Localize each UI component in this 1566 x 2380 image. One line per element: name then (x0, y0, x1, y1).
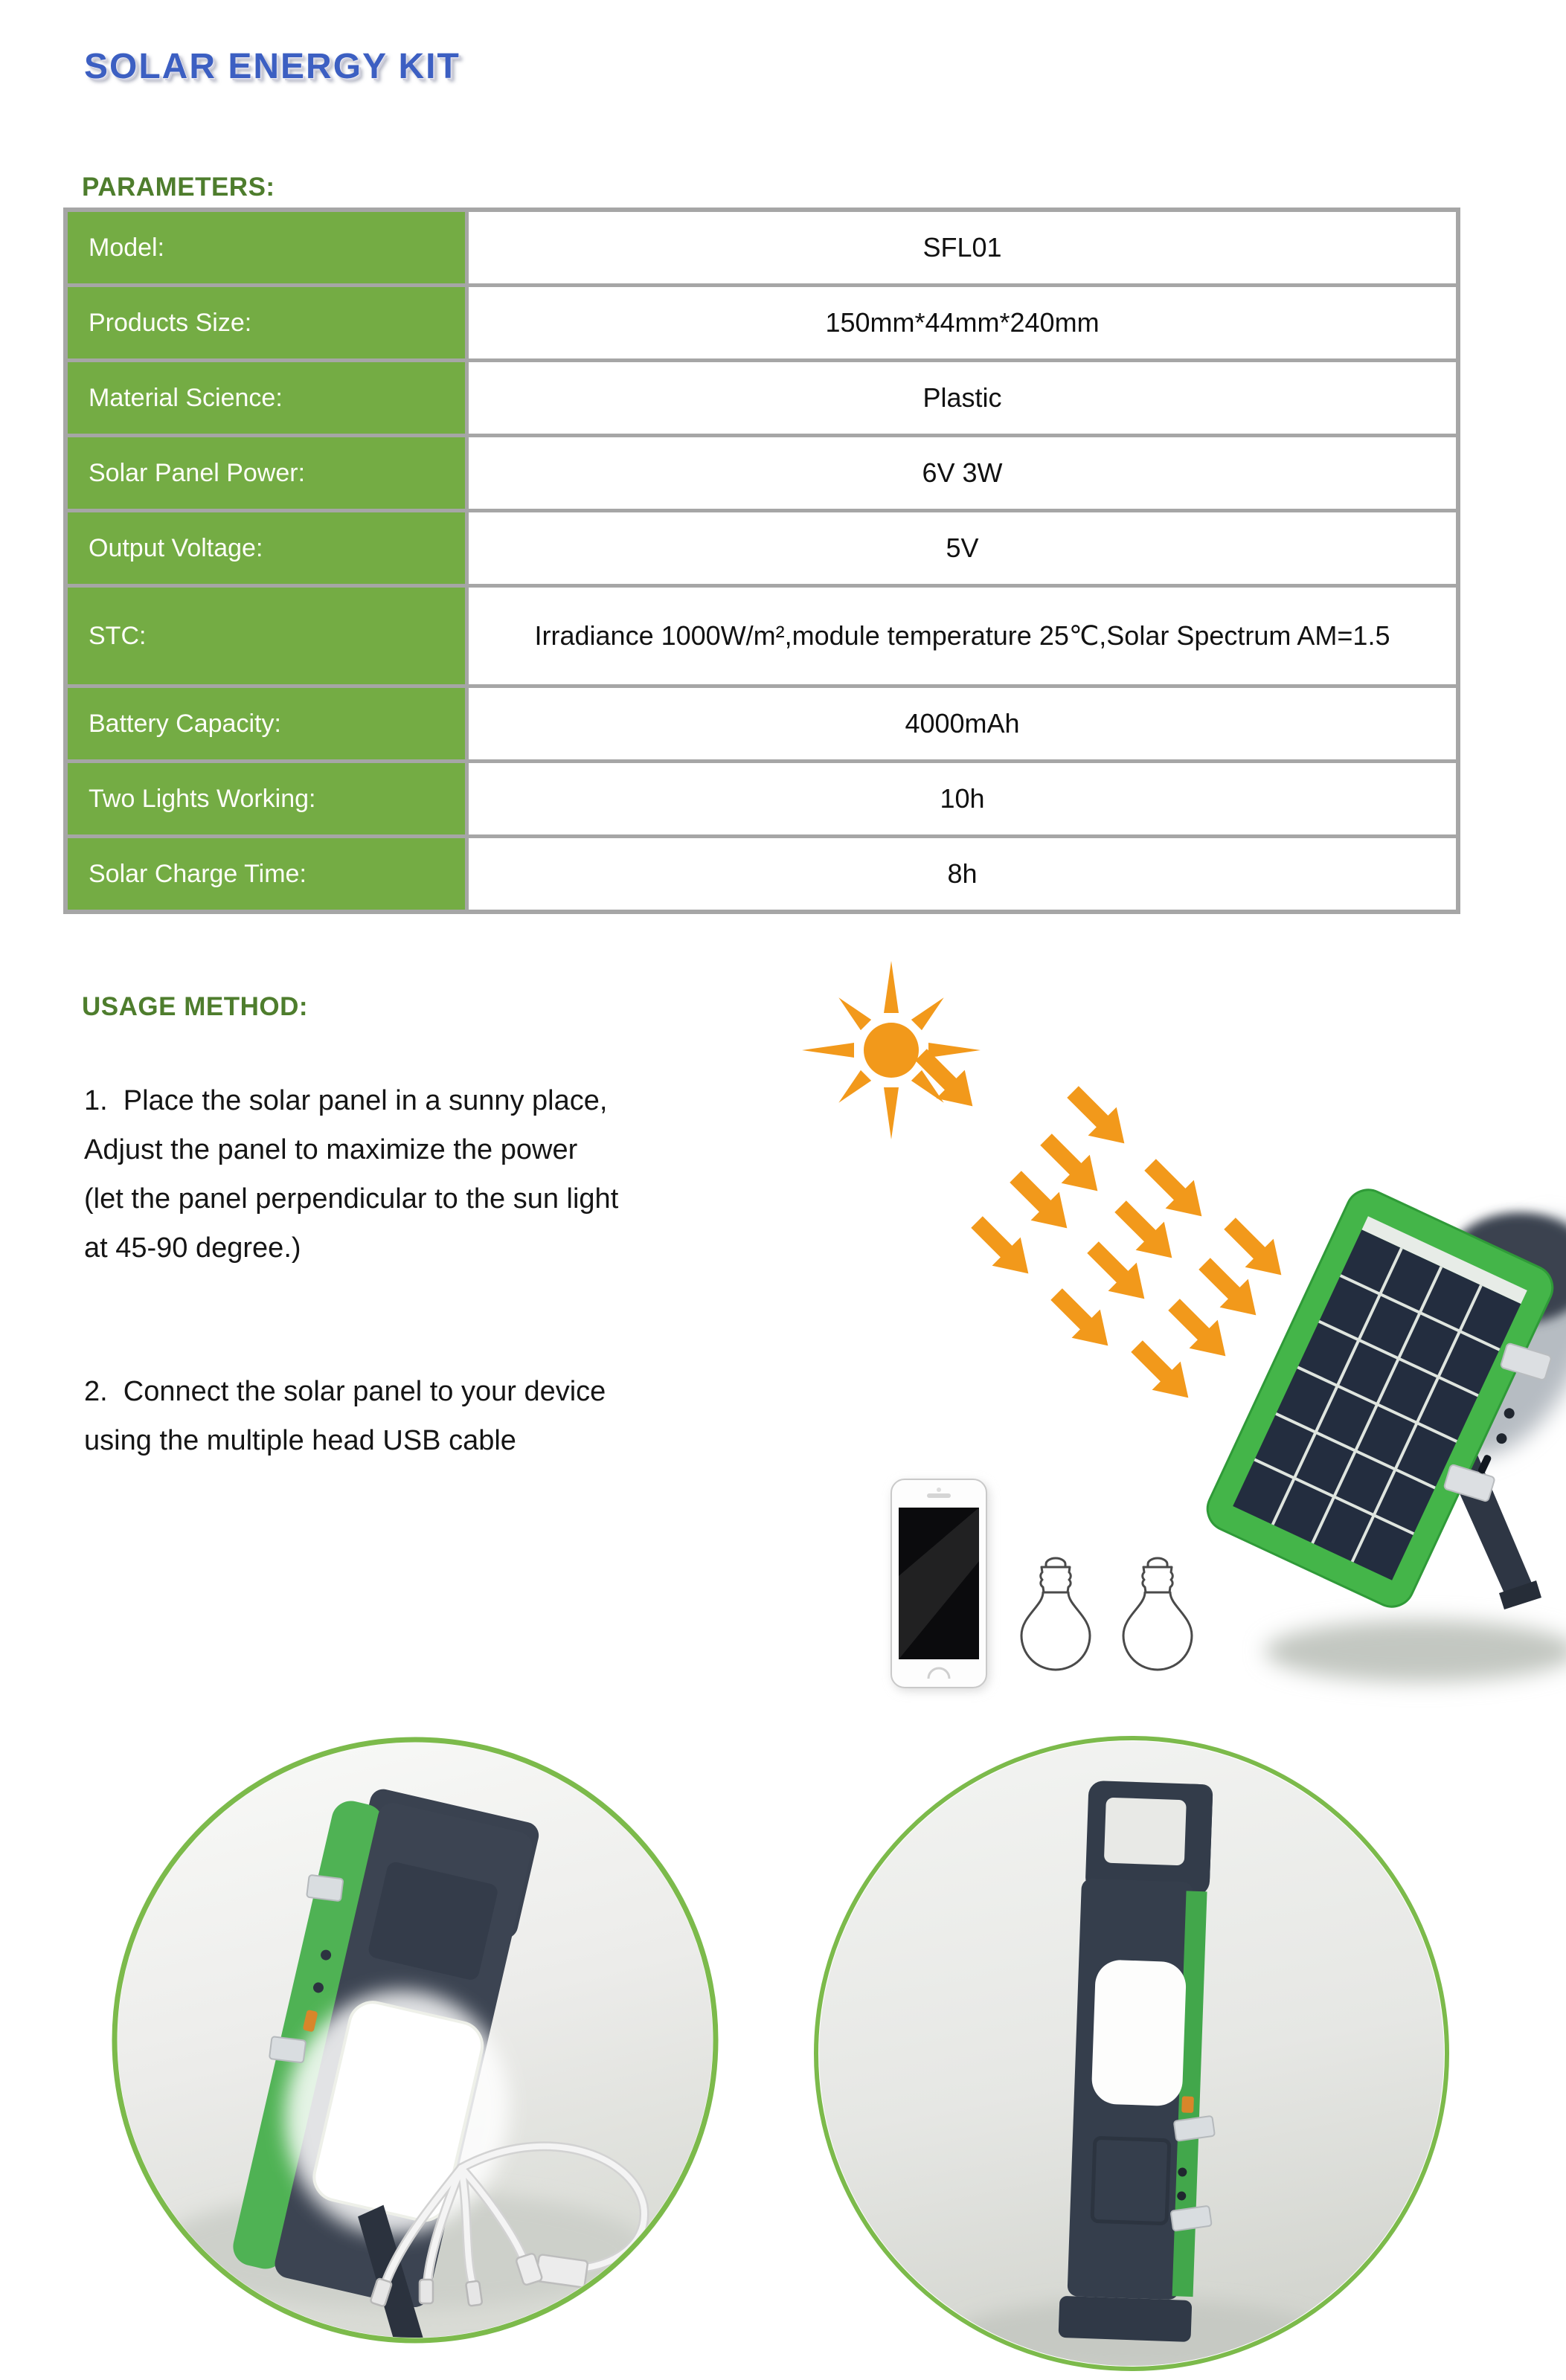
param-value: SFL01 (467, 210, 1459, 286)
table-row (65, 762, 1458, 837)
usage-step-2-line: 2. Connect the solar panel to your device (84, 1376, 606, 1407)
param-label: Battery Capacity: (65, 686, 467, 762)
table-row (65, 210, 1458, 286)
table-row (65, 586, 1458, 686)
light-bulb-icon (1021, 1558, 1090, 1670)
param-label: Output Voltage: (65, 511, 467, 586)
sunray-arrow-icon (907, 1041, 1295, 1412)
table-row (65, 837, 1458, 913)
usage-step-1-line: Adjust the panel to maximize the power (84, 1134, 578, 1165)
param-label: STC: (65, 586, 467, 686)
param-label: Solar Charge Time: (65, 837, 467, 913)
param-label: Products Size: (65, 286, 467, 361)
usage-illustration (766, 952, 1566, 1726)
light-bulb-icon (1123, 1558, 1192, 1670)
param-value: Irradiance 1000W/m²,module temperature 25℃,Solar Spectrum AM=1.5 (467, 586, 1459, 686)
usage-step-2-line: using the multiple head USB cable (84, 1425, 516, 1456)
usage-step-1 (84, 1076, 618, 1273)
param-label: Two Lights Working: (65, 762, 467, 837)
usage-method-heading: USAGE METHOD: (82, 992, 308, 1021)
table-row (65, 286, 1458, 361)
param-label: Solar Panel Power: (65, 436, 467, 511)
param-value: 6V 3W (467, 436, 1459, 511)
param-label: Material Science: (65, 361, 467, 436)
table-row (65, 361, 1458, 436)
usage-step-1-line: 1. Place the solar panel in a sunny place, (84, 1085, 608, 1116)
usage-step-1-line: at 45-90 degree.) (84, 1232, 301, 1264)
table-row (65, 436, 1458, 511)
table-row (65, 511, 1458, 586)
param-value: 5V (467, 511, 1459, 586)
param-value: Plastic (467, 361, 1459, 436)
usage-step-2 (84, 1367, 606, 1465)
smartphone-icon (891, 1479, 989, 1691)
param-label: Model: (65, 210, 467, 286)
product-upright-with-handle-photo (809, 1731, 1454, 2376)
parameters-table (63, 208, 1460, 914)
param-value: 10h (467, 762, 1459, 837)
table-row (65, 686, 1458, 762)
product-standing-with-usb-cable-photo (104, 1729, 725, 2350)
param-value: 4000mAh (467, 686, 1459, 762)
page-title: SOLAR ENERGY KIT (84, 47, 461, 86)
sun-icon (802, 961, 981, 1139)
param-value: 8h (467, 837, 1459, 913)
usage-step-1-line: (let the panel perpendicular to the sun light (84, 1183, 619, 1215)
parameters-heading: PARAMETERS: (82, 173, 275, 202)
param-value: 150mm*44mm*240mm (467, 286, 1459, 361)
